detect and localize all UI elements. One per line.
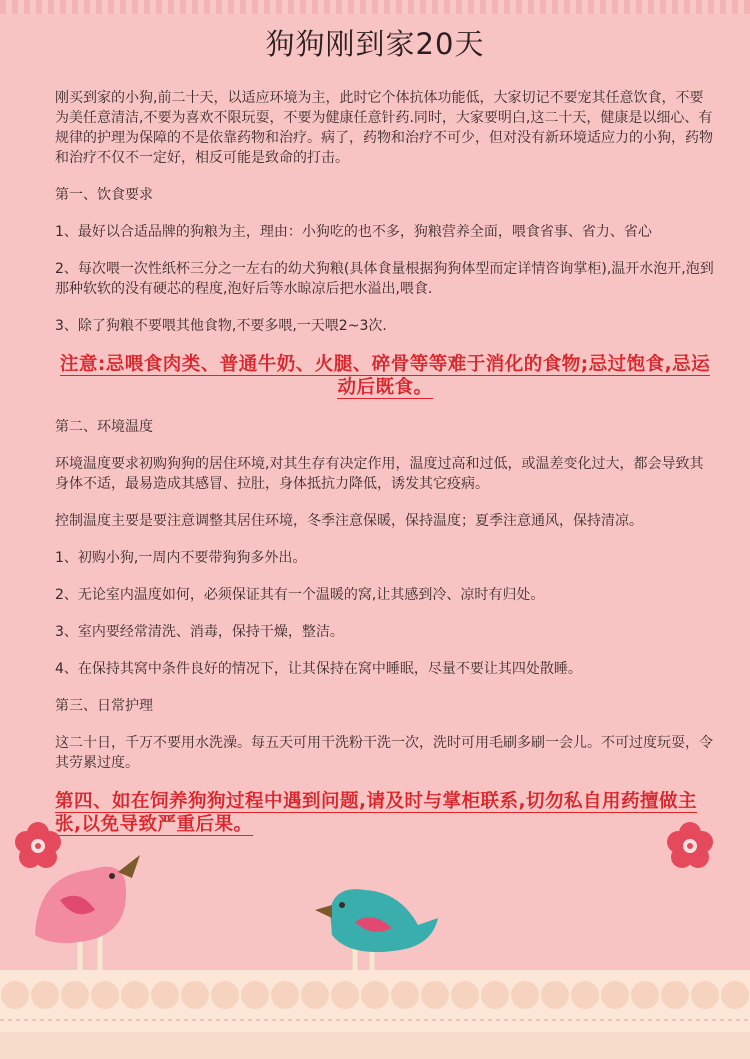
- lace-border: [0, 970, 750, 1059]
- intro-paragraph: 刚买到家的小狗,前二十天，以适应环境为主，此时它个体抗体功能低，大家切记不要宠其任意饮食，不要为美任意清洁,不要为喜欢不限玩耍，不要为健康任意针药.同时，大家要明白,这二十天，健康是以细心、有规律的护理为保障的不是依靠药物和治疗。病了，药物和治疗不可少，但对没有新环境适应力的小狗，药物和治疗不仅不一定好，相反可能是致命的打击。: [55, 90, 713, 166]
- section2-paragraph-2: 控制温度主要是要注意调整其居住环境，冬季注意保暖，保持温度；夏季注意通风，保持清凉。: [55, 513, 643, 529]
- teal-bird-icon: [315, 889, 438, 972]
- section1-heading: 第一、饮食要求: [55, 187, 153, 203]
- decoration-footer: [0, 810, 750, 1059]
- section2-item-1: 1、初购小狗,一周内不要带狗狗多外出。: [55, 550, 307, 566]
- article-body: [55, 88, 715, 836]
- page-title: 狗狗刚到家20天: [265, 27, 485, 61]
- section3-heading: 第三、日常护理: [55, 698, 153, 714]
- section2-heading: 第二、环境温度: [55, 419, 153, 435]
- section2-item-4: 4、在保持其窝中条件良好的情况下，让其保持在窝中睡眠，尽量不要让其四处散睡。: [55, 661, 582, 677]
- flower-icon: [15, 822, 61, 868]
- contact-warning-text: 第四、如在饲养狗狗过程中遇到问题,请及时与掌柜联系,切勿私自用药擅做主张,以免导致严重后果。: [55, 791, 698, 835]
- pink-bird-icon: [35, 855, 140, 972]
- section3-text: 这二十日，千万不要用水洗澡。每五天可用干洗粉干洗一次，洗时可用毛刷多刷一会儿。不可过度玩耍，令其劳累过度。: [55, 735, 713, 771]
- feeding-warning-note: [55, 353, 715, 399]
- feeding-warning-text: 注意:忌喂食肉类、普通牛奶、火腿、碎骨等等难于消化的食物;忌过饱食,忌运动后既食。: [59, 354, 711, 398]
- flower-icon: [667, 822, 713, 868]
- section1-item-1: 1、最好以合适品牌的狗粮为主，理由：小狗吃的也不多，狗粮营养全面，喂食省事、省力、省心: [55, 224, 652, 240]
- section2-item-2: 2、无论室内温度如何，必须保证其有一个温暖的窝,让其感到冷、凉时有归处。: [55, 587, 545, 603]
- section2-paragraph-1: 环境温度要求初购狗狗的居住环境,对其生存有决定作用，温度过高和过低，或温差变化过大，都会导致其身体不适，最易造成其感冒、拉肚，身体抵抗力降低，诱发其它疫病。: [55, 456, 704, 492]
- section1-item-3: 3、除了狗粮不要喂其他食物,不要多喂,一天喂2~3次.: [55, 318, 387, 334]
- top-pattern-band: [0, 0, 750, 14]
- section2-item-3: 3、室内要经常清洗、消毒，保持干燥，整洁。: [55, 624, 344, 640]
- section1-item-2: 2、每次喂一次性纸杯三分之一左右的幼犬狗粮(具体食量根据狗狗体型而定详情咨询掌柜),温开水泡开,泡到那种软软的没有硬芯的程度,泡好后等水晾凉后把水溢出,喂食.: [55, 261, 714, 297]
